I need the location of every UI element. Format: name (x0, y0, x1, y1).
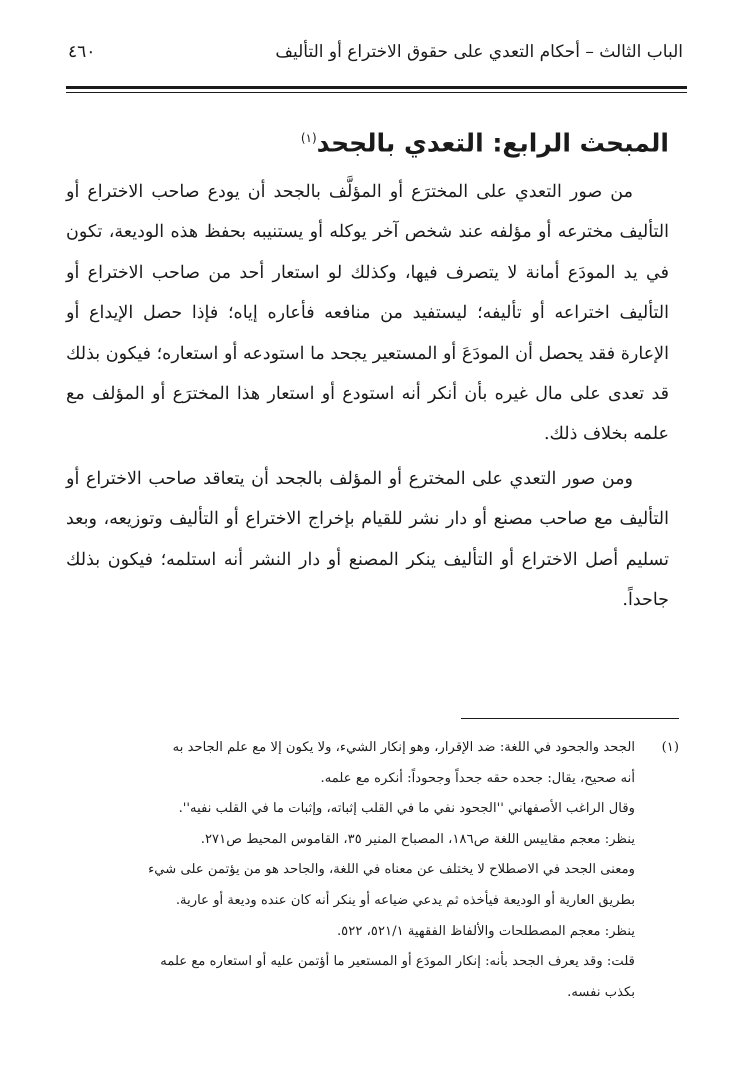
footnotes (66, 733, 679, 1008)
footnote-line: ينظر: معجم المصطلحات والألفاظ الفقهية ٥٢١/١، ٥٢٢. (336, 923, 635, 939)
footnote-line: بطريق العارية أو الوديعة فيأخذه ثم يدعي ضياعه أو ينكر أنه كان عنده وديعة أو عارية. (175, 892, 635, 908)
footnote-marker: (١) (661, 740, 679, 755)
body-paragraph: من صور التعدي على المخترَع أو المؤلَّف بالجحد أن يودع صاحب الاختراع أو التأليف مخترعه أو مؤلفه عند شخص آخر يوكله أو يستنيبه بحفظ هذه الوديعة، تكون في يد المودَع أمانة لا يتصرف فيها، وكذلك لو استعار أحد من صاحب الاختراع أو التأليف اختراعه أو تأليفه؛ ليستفيد من منافعه فأعاره إياه؛ فإذا حصل الإيداع أو الإعارة فقد يحصل أن المودَعَ أو المستعير يجحد ما استودعه أو استعاره؛ فيكون بذلك قد تعدى على مال غيره بأن أنكر أنه استودع أو استعار هذا المخترَع أو المؤلف مع علمه بخلاف ذلك. (66, 182, 669, 445)
page-number: ٤٦٠ (68, 42, 96, 62)
footnote-item (66, 733, 679, 1008)
header-rule-thick (66, 86, 687, 89)
footnote-body (66, 733, 635, 1008)
footnote-line: بكذب نفسه. (567, 984, 635, 1000)
footnote-line: قلت: وقد يعرف الجحد بأنه: إنكار المودَع أو المستعير ما أؤتمن عليه أو استعاره مع علمه (160, 954, 635, 970)
footnote-separator (461, 718, 679, 719)
header-rule-thin (66, 92, 687, 93)
footnote-line: ومعنى الجحد في الاصطلاح لا يختلف عن معناه في اللغة، والجاحد هو من يؤتمن على شيء (148, 862, 635, 878)
footnote-line: الجحد والجحود في اللغة: ضد الإقرار، وهو إنكار الشيء، ولا يكون إلا مع علم الجاحد به (172, 740, 635, 755)
footnote-line: أنه صحيح، يقال: جحده حقه جحداً وجحوداً: أنكره مع علمه. (320, 770, 635, 786)
footnote-line: ينظر: معجم مقاييس اللغة ص١٨٦، المصباح المنير ٣٥، القاموس المحيط ص٢٧١. (200, 831, 635, 847)
section-heading-text: المبحث الرابع: التعدي بالجحد (316, 128, 669, 158)
section-heading (66, 118, 669, 163)
footnote-line: وقال الراغب الأصفهاني ''الجحود نفي ما في القلب إثباته، وإثبات ما في القلب نفيه''. (178, 801, 635, 817)
body-text (66, 172, 669, 620)
running-header (68, 42, 683, 82)
running-title: الباب الثالث – أحكام التعدي على حقوق الاختراع أو التأليف (275, 42, 683, 62)
footnote-reference: (١) (300, 131, 317, 145)
body-paragraph: ومن صور التعدي على المخترع أو المؤلف بالجحد أن يتعاقد صاحب الاختراع أو التأليف مع صاحب مصنع أو دار نشر للقيام بإخراج الاختراع أو التأليف وتوزيعه، وبعد تسليم أصل الاختراع أو التأليف ينكر المصنع أو دار النشر أنه استلمه؛ فيكون بذلك جاحداً. (66, 468, 669, 611)
